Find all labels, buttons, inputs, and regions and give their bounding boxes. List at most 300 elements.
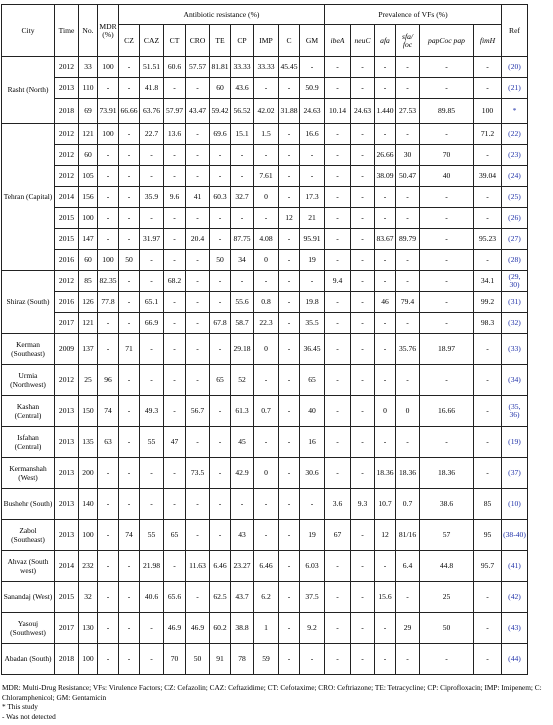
value-cell: 100 bbox=[98, 250, 119, 271]
header-time: Time bbox=[55, 5, 79, 57]
value-cell: 9.6 bbox=[164, 187, 186, 208]
value-cell: 0.8 bbox=[254, 292, 279, 313]
header-vf-4 bbox=[420, 25, 474, 57]
value-cell: - bbox=[474, 458, 502, 489]
value-cell: - bbox=[420, 313, 474, 334]
value-cell: - bbox=[279, 365, 300, 396]
value-cell: 38.6 bbox=[420, 489, 474, 520]
value-cell: - bbox=[119, 292, 140, 313]
city-cell: Ahvaz (South west) bbox=[2, 551, 55, 582]
table-row bbox=[2, 166, 528, 187]
value-cell: - bbox=[325, 396, 351, 427]
value-cell: 42.02 bbox=[254, 99, 279, 124]
value-cell: 2014 bbox=[55, 187, 79, 208]
value-cell: 0.7 bbox=[396, 489, 420, 520]
table-body bbox=[2, 57, 528, 675]
value-cell: 2015 bbox=[55, 208, 79, 229]
value-cell: - bbox=[210, 458, 231, 489]
header-antibiotic-imp: IMP bbox=[254, 25, 279, 57]
value-cell: - bbox=[140, 250, 164, 271]
value-cell: - bbox=[325, 613, 351, 644]
value-cell: - bbox=[98, 489, 119, 520]
value-cell: - bbox=[351, 208, 375, 229]
value-cell: - bbox=[164, 208, 186, 229]
value-cell: 2017 bbox=[55, 313, 79, 334]
value-cell: 87.75 bbox=[231, 229, 254, 250]
value-cell: 50.9 bbox=[300, 78, 325, 99]
value-cell: - bbox=[351, 229, 375, 250]
value-cell: - bbox=[396, 365, 420, 396]
value-cell: - bbox=[300, 489, 325, 520]
value-cell: - bbox=[119, 124, 140, 145]
value-cell: 29.18 bbox=[231, 334, 254, 365]
header-vf-1 bbox=[351, 25, 375, 57]
value-cell: - bbox=[119, 57, 140, 78]
value-cell: - bbox=[300, 166, 325, 187]
value-cell: 0 bbox=[254, 458, 279, 489]
value-cell: 2012 bbox=[55, 365, 79, 396]
value-cell: - bbox=[474, 334, 502, 365]
city-cell: Kerman (Southeast) bbox=[2, 334, 55, 365]
value-cell: 55 bbox=[140, 520, 164, 551]
value-cell: 60 bbox=[79, 250, 98, 271]
value-cell: - bbox=[375, 551, 396, 582]
city-cell: Yasouj (Southwest) bbox=[2, 613, 55, 644]
value-cell: - bbox=[300, 644, 325, 675]
value-cell: 2015 bbox=[55, 229, 79, 250]
table-row bbox=[2, 208, 528, 229]
reference-cell: (25) bbox=[502, 187, 528, 208]
value-cell: 18.97 bbox=[420, 334, 474, 365]
value-cell: 4.08 bbox=[254, 229, 279, 250]
value-cell: 156 bbox=[79, 187, 98, 208]
value-cell: - bbox=[420, 427, 474, 458]
value-cell: 65 bbox=[210, 365, 231, 396]
value-cell: - bbox=[210, 229, 231, 250]
value-cell: 2013 bbox=[55, 396, 79, 427]
header-antibiotic-caz: CAZ bbox=[140, 25, 164, 57]
table-row bbox=[2, 613, 528, 644]
header-antibiotic-cro: CRO bbox=[186, 25, 210, 57]
value-cell: 35.9 bbox=[140, 187, 164, 208]
value-cell: 85 bbox=[474, 489, 502, 520]
value-cell: 41 bbox=[186, 187, 210, 208]
header-no: No. bbox=[79, 5, 98, 57]
value-cell: 2013 bbox=[55, 489, 79, 520]
table-row bbox=[2, 396, 528, 427]
table-header bbox=[2, 5, 528, 57]
value-cell: 83.67 bbox=[375, 229, 396, 250]
value-cell: - bbox=[164, 313, 186, 334]
value-cell: 25 bbox=[420, 582, 474, 613]
value-cell: - bbox=[396, 644, 420, 675]
value-cell: 31.88 bbox=[279, 99, 300, 124]
value-cell: 43.47 bbox=[186, 99, 210, 124]
value-cell: 65.6 bbox=[164, 582, 186, 613]
value-cell: - bbox=[351, 427, 375, 458]
value-cell: - bbox=[210, 208, 231, 229]
value-cell: 43 bbox=[231, 520, 254, 551]
value-cell: 40 bbox=[420, 166, 474, 187]
value-cell: 12 bbox=[375, 520, 396, 551]
value-cell: 21 bbox=[300, 208, 325, 229]
value-cell: - bbox=[420, 271, 474, 292]
value-cell: 2014 bbox=[55, 551, 79, 582]
value-cell: - bbox=[231, 208, 254, 229]
value-cell: - bbox=[351, 313, 375, 334]
value-cell: 19.8 bbox=[300, 292, 325, 313]
value-cell: - bbox=[98, 229, 119, 250]
value-cell: - bbox=[396, 124, 420, 145]
reference-cell: (22) bbox=[502, 124, 528, 145]
value-cell: - bbox=[474, 427, 502, 458]
value-cell: - bbox=[325, 313, 351, 334]
value-cell: 99.2 bbox=[474, 292, 502, 313]
value-cell: - bbox=[186, 208, 210, 229]
value-cell: - bbox=[351, 250, 375, 271]
value-cell: - bbox=[186, 334, 210, 365]
value-cell: - bbox=[164, 250, 186, 271]
city-cell: Shiraz (South) bbox=[2, 271, 55, 334]
footnote-abbreviations: MDR: Multi-Drug Resistance; VFs: Virulence Factors; CZ: Cefazolin; CAZ: Ceftazidime; CT: Cefotaxime; CRO: Ceftriazone; TE: Tetracycline; CP: Ciprofloxacin; IMP: Imipenem; C: Chloramphenicol; GM: Gentamicin bbox=[2, 683, 542, 702]
value-cell: 44.8 bbox=[420, 551, 474, 582]
value-cell: - bbox=[279, 187, 300, 208]
value-cell: 200 bbox=[79, 458, 98, 489]
value-cell: 59.42 bbox=[210, 99, 231, 124]
table-row bbox=[2, 489, 528, 520]
value-cell: - bbox=[98, 334, 119, 365]
value-cell: - bbox=[351, 271, 375, 292]
value-cell: - bbox=[325, 292, 351, 313]
table-row bbox=[2, 124, 528, 145]
value-cell: - bbox=[119, 313, 140, 334]
value-cell: - bbox=[351, 57, 375, 78]
value-cell: - bbox=[210, 292, 231, 313]
value-cell: - bbox=[396, 427, 420, 458]
value-cell: 77.8 bbox=[98, 292, 119, 313]
table-row bbox=[2, 427, 528, 458]
value-cell: 121 bbox=[79, 313, 98, 334]
reference-cell: (37) bbox=[502, 458, 528, 489]
value-cell: - bbox=[279, 489, 300, 520]
footnote-this-study: * This study bbox=[2, 702, 38, 711]
value-cell: - bbox=[474, 582, 502, 613]
value-cell: 1.5 bbox=[254, 124, 279, 145]
value-cell: 147 bbox=[79, 229, 98, 250]
table-row bbox=[2, 99, 528, 124]
value-cell: - bbox=[186, 145, 210, 166]
value-cell: - bbox=[119, 489, 140, 520]
value-cell: - bbox=[474, 396, 502, 427]
value-cell: 9.4 bbox=[325, 271, 351, 292]
value-cell: - bbox=[279, 613, 300, 644]
city-cell: Zabol (Southeast) bbox=[2, 520, 55, 551]
value-cell: 34.1 bbox=[474, 271, 502, 292]
value-cell: 56.52 bbox=[231, 99, 254, 124]
value-cell: 46.9 bbox=[186, 613, 210, 644]
value-cell: 2012 bbox=[55, 145, 79, 166]
value-cell: - bbox=[420, 292, 474, 313]
value-cell: - bbox=[164, 229, 186, 250]
table-row bbox=[2, 187, 528, 208]
value-cell: - bbox=[254, 208, 279, 229]
value-cell: - bbox=[254, 520, 279, 551]
value-cell: - bbox=[140, 613, 164, 644]
value-cell: 37.5 bbox=[300, 582, 325, 613]
value-cell: - bbox=[351, 458, 375, 489]
value-cell: 61.3 bbox=[231, 396, 254, 427]
reference-cell: (35, 36) bbox=[502, 396, 528, 427]
header-mdr: MDR (%) bbox=[98, 5, 119, 57]
reference-cell: (33) bbox=[502, 334, 528, 365]
value-cell: - bbox=[140, 365, 164, 396]
table-row bbox=[2, 334, 528, 365]
value-cell: - bbox=[396, 78, 420, 99]
header-vf-0 bbox=[325, 25, 351, 57]
table-row bbox=[2, 292, 528, 313]
value-cell: - bbox=[119, 271, 140, 292]
value-cell: 32.7 bbox=[231, 187, 254, 208]
value-cell: - bbox=[351, 582, 375, 613]
table-row bbox=[2, 520, 528, 551]
value-cell: - bbox=[351, 551, 375, 582]
value-cell: - bbox=[119, 187, 140, 208]
table-row bbox=[2, 313, 528, 334]
value-cell: 2012 bbox=[55, 57, 79, 78]
value-cell: 11.63 bbox=[186, 551, 210, 582]
value-cell: - bbox=[164, 78, 186, 99]
value-cell: 9.2 bbox=[300, 613, 325, 644]
value-cell: - bbox=[279, 292, 300, 313]
value-cell: - bbox=[186, 292, 210, 313]
value-cell: - bbox=[420, 124, 474, 145]
value-cell: 95 bbox=[474, 520, 502, 551]
value-cell: 21.98 bbox=[140, 551, 164, 582]
value-cell: - bbox=[98, 551, 119, 582]
value-cell: - bbox=[375, 78, 396, 99]
value-cell: 2013 bbox=[55, 458, 79, 489]
value-cell: - bbox=[420, 208, 474, 229]
value-cell: - bbox=[254, 427, 279, 458]
header-vf-1-text: neuC bbox=[354, 35, 371, 45]
table-row bbox=[2, 582, 528, 613]
value-cell: 65 bbox=[164, 520, 186, 551]
value-cell: 2012 bbox=[55, 124, 79, 145]
value-cell: - bbox=[474, 208, 502, 229]
value-cell: 95.7 bbox=[474, 551, 502, 582]
value-cell: 2012 bbox=[55, 166, 79, 187]
value-cell: - bbox=[279, 427, 300, 458]
value-cell: - bbox=[279, 250, 300, 271]
value-cell: 2009 bbox=[55, 334, 79, 365]
value-cell: 74 bbox=[98, 396, 119, 427]
value-cell: - bbox=[325, 582, 351, 613]
value-cell: - bbox=[98, 458, 119, 489]
reference-cell: (23) bbox=[502, 145, 528, 166]
value-cell: - bbox=[164, 458, 186, 489]
value-cell: 65 bbox=[300, 365, 325, 396]
header-vf-0-text: ibeA bbox=[330, 35, 345, 45]
reference-cell: (26) bbox=[502, 208, 528, 229]
value-cell: 26.66 bbox=[375, 145, 396, 166]
value-cell: - bbox=[375, 427, 396, 458]
value-cell: - bbox=[279, 520, 300, 551]
value-cell: 121 bbox=[79, 124, 98, 145]
value-cell: - bbox=[98, 582, 119, 613]
header-city: City bbox=[2, 5, 55, 57]
value-cell: - bbox=[325, 124, 351, 145]
header-vf-2 bbox=[375, 25, 396, 57]
value-cell: - bbox=[119, 145, 140, 166]
value-cell: 2016 bbox=[55, 250, 79, 271]
value-cell: - bbox=[119, 166, 140, 187]
value-cell: 42.9 bbox=[231, 458, 254, 489]
value-cell: 78 bbox=[231, 644, 254, 675]
value-cell: - bbox=[98, 145, 119, 166]
reference-cell: (44) bbox=[502, 644, 528, 675]
value-cell: 19 bbox=[300, 250, 325, 271]
value-cell: 13.6 bbox=[164, 124, 186, 145]
value-cell: - bbox=[210, 427, 231, 458]
value-cell: 0 bbox=[254, 250, 279, 271]
table-row bbox=[2, 250, 528, 271]
value-cell: 33 bbox=[79, 57, 98, 78]
value-cell: 33.33 bbox=[254, 57, 279, 78]
value-cell: - bbox=[254, 489, 279, 520]
value-cell: - bbox=[186, 78, 210, 99]
value-cell: 50 bbox=[420, 613, 474, 644]
value-cell: 50 bbox=[186, 644, 210, 675]
value-cell: 60.3 bbox=[210, 187, 231, 208]
value-cell: 35.5 bbox=[300, 313, 325, 334]
value-cell: - bbox=[396, 57, 420, 78]
table-row bbox=[2, 551, 528, 582]
value-cell: 71.2 bbox=[474, 124, 502, 145]
table-row bbox=[2, 458, 528, 489]
value-cell: - bbox=[474, 145, 502, 166]
value-cell: 74 bbox=[119, 520, 140, 551]
value-cell: - bbox=[325, 427, 351, 458]
value-cell: 2016 bbox=[55, 292, 79, 313]
value-cell: - bbox=[351, 145, 375, 166]
value-cell: 79.4 bbox=[396, 292, 420, 313]
value-cell: - bbox=[325, 229, 351, 250]
value-cell: - bbox=[325, 551, 351, 582]
value-cell: 56.7 bbox=[186, 396, 210, 427]
footnote-not-detected: - Was not detected bbox=[2, 711, 56, 721]
value-cell: 51.51 bbox=[140, 57, 164, 78]
value-cell: - bbox=[375, 271, 396, 292]
value-cell: - bbox=[351, 187, 375, 208]
header-antibiotic-gm: GM bbox=[300, 25, 325, 57]
city-cell: Rasht (North) bbox=[2, 57, 55, 124]
value-cell: 2013 bbox=[55, 427, 79, 458]
value-cell: - bbox=[474, 644, 502, 675]
header-vf-3 bbox=[396, 25, 420, 57]
city-cell: Isfahan (Central) bbox=[2, 427, 55, 458]
value-cell: 55.6 bbox=[231, 292, 254, 313]
value-cell: - bbox=[164, 145, 186, 166]
value-cell: 0 bbox=[375, 396, 396, 427]
city-cell: Urmia (Northwest) bbox=[2, 365, 55, 396]
value-cell: - bbox=[254, 365, 279, 396]
value-cell: - bbox=[186, 250, 210, 271]
reference-cell: (19) bbox=[502, 427, 528, 458]
value-cell: 0.7 bbox=[254, 396, 279, 427]
value-cell: - bbox=[375, 313, 396, 334]
value-cell: - bbox=[396, 208, 420, 229]
value-cell: - bbox=[325, 365, 351, 396]
value-cell: - bbox=[210, 489, 231, 520]
value-cell: - bbox=[254, 145, 279, 166]
value-cell: 81.81 bbox=[210, 57, 231, 78]
value-cell: - bbox=[279, 124, 300, 145]
value-cell: - bbox=[351, 292, 375, 313]
value-cell: - bbox=[119, 365, 140, 396]
value-cell: 20.4 bbox=[186, 229, 210, 250]
value-cell: 100 bbox=[79, 520, 98, 551]
header-vf-prevalence: Prevalence of VFs (%) bbox=[325, 5, 502, 25]
value-cell: - bbox=[325, 208, 351, 229]
table-row bbox=[2, 145, 528, 166]
value-cell: 6.46 bbox=[210, 551, 231, 582]
header-antibiotic-te: TE bbox=[210, 25, 231, 57]
value-cell: 95.23 bbox=[474, 229, 502, 250]
value-cell: 40 bbox=[300, 396, 325, 427]
value-cell: - bbox=[279, 458, 300, 489]
header-antibiotic-ct: CT bbox=[164, 25, 186, 57]
value-cell: 63 bbox=[98, 427, 119, 458]
table-row bbox=[2, 365, 528, 396]
value-cell: - bbox=[351, 166, 375, 187]
reference-cell: (31) bbox=[502, 292, 528, 313]
value-cell: 100 bbox=[98, 124, 119, 145]
value-cell: - bbox=[375, 334, 396, 365]
value-cell: 100 bbox=[79, 644, 98, 675]
reference-cell: (41) bbox=[502, 551, 528, 582]
value-cell: 10.7 bbox=[375, 489, 396, 520]
value-cell: - bbox=[231, 166, 254, 187]
value-cell: 0 bbox=[254, 187, 279, 208]
table-footnotes bbox=[2, 683, 552, 721]
value-cell: - bbox=[186, 271, 210, 292]
value-cell: - bbox=[420, 250, 474, 271]
reference-cell: (21) bbox=[502, 78, 528, 99]
value-cell: - bbox=[98, 208, 119, 229]
reference-cell: (42) bbox=[502, 582, 528, 613]
value-cell: 1.440 bbox=[375, 99, 396, 124]
value-cell: 17.3 bbox=[300, 187, 325, 208]
value-cell: 6.4 bbox=[396, 551, 420, 582]
value-cell: - bbox=[474, 78, 502, 99]
value-cell: - bbox=[231, 271, 254, 292]
value-cell: 18.36 bbox=[420, 458, 474, 489]
value-cell: - bbox=[186, 427, 210, 458]
value-cell: 58.7 bbox=[231, 313, 254, 334]
value-cell: - bbox=[351, 396, 375, 427]
value-cell: - bbox=[279, 166, 300, 187]
value-cell: - bbox=[140, 489, 164, 520]
value-cell: - bbox=[210, 271, 231, 292]
value-cell: - bbox=[254, 271, 279, 292]
value-cell: 38.8 bbox=[231, 613, 254, 644]
header-vf-3-text: sfa/ foc bbox=[402, 31, 413, 49]
value-cell: - bbox=[420, 187, 474, 208]
city-cell: Sanandaj (West) bbox=[2, 582, 55, 613]
value-cell: - bbox=[98, 644, 119, 675]
value-cell: 60.6 bbox=[164, 57, 186, 78]
value-cell: 7.61 bbox=[254, 166, 279, 187]
